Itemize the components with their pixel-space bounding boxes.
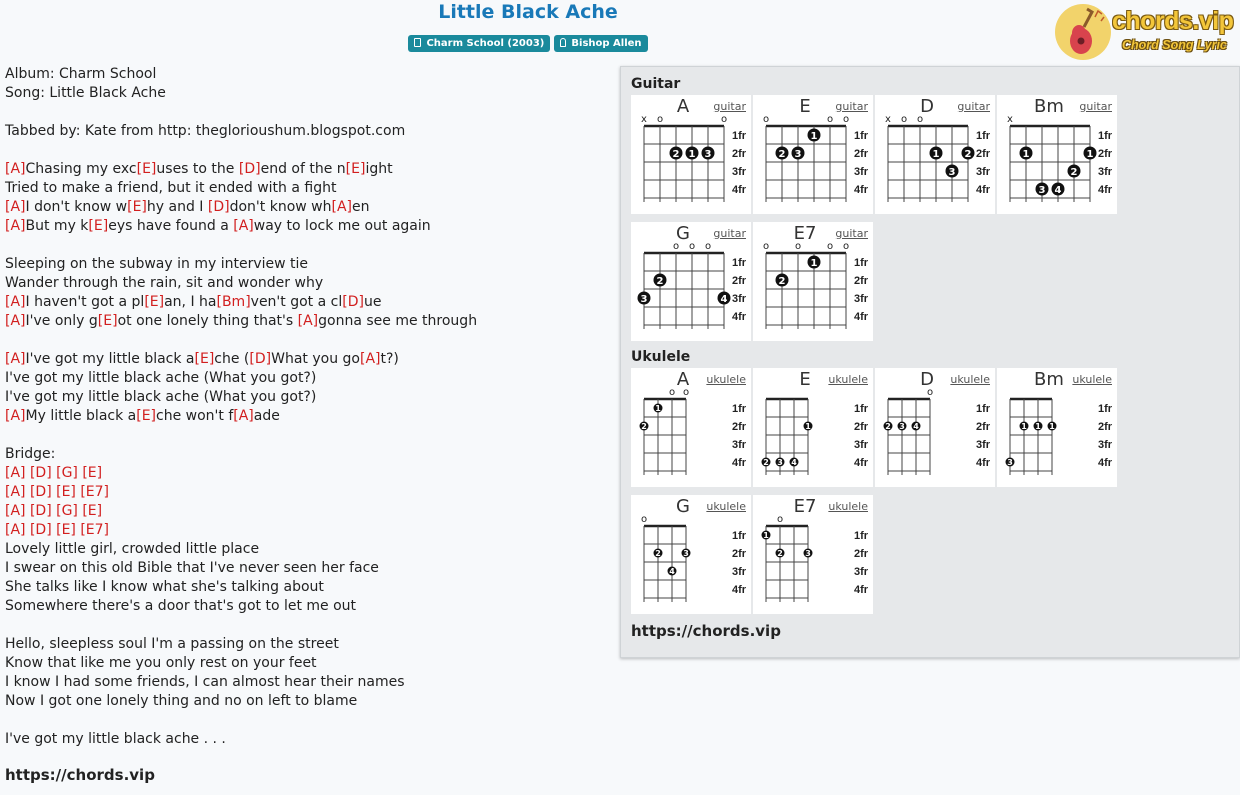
chord-marker[interactable]: [E] (136, 408, 157, 424)
lyric-text: What you go (271, 351, 360, 367)
instrument-link[interactable]: guitar (713, 227, 746, 240)
artist-badge[interactable] (554, 35, 647, 52)
lyric-text: ight (365, 161, 393, 177)
lyric-line (5, 654, 605, 673)
fret-label: 2fr (976, 421, 991, 433)
lyric-line (5, 122, 605, 141)
finger-number: 3 (640, 293, 648, 305)
fret-label: 2fr (732, 421, 747, 433)
chord-name: A (676, 96, 690, 117)
open-string-marker: o (842, 114, 850, 125)
fret-label: 4fr (1098, 457, 1113, 469)
ukulele-chord-d[interactable] (875, 368, 995, 487)
chord-marker[interactable]: [A] [D] [G] [E] (5, 465, 103, 481)
finger-number: 1 (805, 422, 811, 431)
fret-label: 2fr (854, 148, 869, 160)
lyric-line (5, 274, 605, 293)
finger-number: 1 (1086, 148, 1094, 160)
finger-number: 3 (899, 422, 905, 431)
muted-string-marker: x (885, 114, 891, 125)
lyric-line (5, 369, 605, 388)
lyric-line (5, 673, 605, 692)
lyric-line (5, 217, 605, 236)
book-icon (414, 38, 421, 47)
open-string-marker: o (672, 241, 680, 252)
album-badge-label: Charm School (2003) (426, 38, 545, 49)
chord-name: E7 (793, 223, 817, 244)
fret-label: 1fr (1098, 403, 1113, 415)
chord-marker[interactable]: [E] (97, 313, 118, 329)
lyric-line (5, 236, 605, 255)
fret-label: 4fr (732, 457, 747, 469)
chord-marker[interactable]: [E] (345, 161, 366, 177)
guitar-logo-icon (1054, 3, 1112, 61)
fret-label: 2fr (1098, 421, 1113, 433)
open-string-marker: o (688, 241, 696, 252)
chord-marker[interactable]: [E] (88, 218, 109, 234)
muted-string-marker: x (641, 114, 647, 125)
fret-label: 1fr (1098, 130, 1113, 142)
artist-badge-label: Bishop Allen (571, 38, 642, 49)
fret-label: 2fr (854, 548, 869, 560)
fretboard-diagram (997, 368, 1117, 487)
lyric-text: che won't f (156, 408, 234, 424)
lyric-line (5, 103, 605, 122)
finger-number: 2 (656, 275, 664, 287)
fret-label: 3fr (854, 293, 869, 305)
lyric-text: Lovely little girl, crowded little place (5, 541, 260, 557)
finger-number: 2 (655, 549, 661, 558)
fret-label: 2fr (1098, 148, 1113, 160)
lyric-text: I haven't got a pl (25, 294, 145, 310)
lyric-line (5, 312, 605, 331)
finger-number: 1 (932, 148, 940, 160)
chord-marker[interactable]: [A] (233, 408, 254, 424)
fretboard-diagram (631, 222, 751, 341)
open-string-marker: o (776, 514, 784, 525)
lyric-line (5, 65, 605, 84)
finger-number: 3 (805, 549, 811, 558)
fret-label: 1fr (732, 257, 747, 269)
chord-marker[interactable]: [A] (5, 218, 26, 234)
instrument-link[interactable]: ukulele (706, 373, 746, 386)
lyric-text: don't know wh (229, 199, 332, 215)
lyric-line (5, 388, 605, 407)
finger-number: 4 (791, 458, 797, 467)
lyric-text: t?) (380, 351, 399, 367)
lyric-text: Album: Charm School (5, 66, 157, 82)
fret-label: 4fr (854, 584, 869, 596)
chord-name: Bm (1034, 96, 1064, 117)
logo-text: chords.vip (1112, 7, 1234, 35)
fret-label: 1fr (854, 257, 869, 269)
lyric-text: Song: Little Black Ache (5, 85, 166, 101)
fret-label: 3fr (854, 566, 869, 578)
lyric-text: Somewhere there's a door that's got to let me out (5, 598, 357, 614)
lyric-text: She talks like I know what she's talking about (5, 579, 324, 595)
finger-number: 2 (778, 275, 786, 287)
guitar-chord-g[interactable] (631, 222, 751, 341)
fret-label: 4fr (732, 311, 747, 323)
fret-label: 1fr (732, 530, 747, 542)
lyric-text: end of the n (260, 161, 346, 177)
open-string-marker: o (762, 241, 770, 252)
lyric-line (5, 350, 605, 369)
fret-label: 3fr (1098, 166, 1113, 178)
finger-number: 3 (1007, 458, 1013, 467)
fret-label: 1fr (976, 403, 991, 415)
open-string-marker: o (656, 114, 664, 125)
chord-marker[interactable]: [D] (238, 161, 261, 177)
open-string-marker: o (668, 387, 676, 398)
finger-number: 4 (720, 293, 728, 305)
chord-marker[interactable]: [A] (5, 408, 26, 424)
album-badge[interactable] (408, 35, 550, 52)
chord-marker[interactable]: [A] (5, 199, 26, 215)
lyric-line (5, 426, 605, 445)
lyric-line (5, 711, 605, 730)
song-badges (0, 35, 1056, 52)
instrument-link[interactable]: guitar (957, 100, 990, 113)
finger-number: 3 (794, 148, 802, 160)
chord-marker[interactable]: [D] (342, 294, 364, 310)
chord-marker[interactable]: [A] (5, 351, 26, 367)
fret-label: 1fr (732, 403, 747, 415)
open-string-marker: o (720, 114, 728, 125)
lyric-line (5, 616, 605, 635)
chord-diagram-panel (620, 66, 1240, 658)
fret-label: 1fr (976, 130, 991, 142)
lyric-text: I've got my little black ache (What you got?) (5, 389, 317, 405)
finger-number: 1 (810, 257, 818, 269)
lyric-text: ue (363, 294, 382, 310)
lyric-text: hy and I (146, 199, 208, 215)
lyric-line (5, 160, 605, 179)
site-logo[interactable] (1054, 3, 1234, 61)
fret-label: 2fr (732, 148, 747, 160)
instrument-link[interactable]: ukulele (828, 373, 868, 386)
open-string-marker: o (826, 114, 834, 125)
fret-label: 4fr (1098, 184, 1113, 196)
lyric-text: ade (253, 408, 280, 424)
instrument-link[interactable]: guitar (713, 100, 746, 113)
chord-name: G (676, 496, 690, 517)
fret-label: 1fr (854, 130, 869, 142)
chord-marker[interactable]: [A] (360, 351, 381, 367)
lyric-text: Now I got one lonely thing and no on left to blame (5, 693, 358, 709)
fret-label: 4fr (732, 184, 747, 196)
instrument-link[interactable]: ukulele (1072, 373, 1112, 386)
lyric-line (5, 331, 605, 350)
chord-marker[interactable]: [A] (5, 313, 26, 329)
ukulele-chord-e[interactable] (753, 368, 873, 487)
fret-label: 2fr (732, 548, 747, 560)
finger-number: 4 (669, 567, 675, 576)
open-string-marker: o (826, 241, 834, 252)
fret-label: 2fr (854, 421, 869, 433)
guitar-chord-a[interactable] (631, 95, 751, 214)
guitar-chord-bm[interactable] (997, 95, 1117, 214)
instrument-link[interactable]: ukulele (950, 373, 990, 386)
fretboard-diagram (753, 95, 873, 214)
lyric-line (5, 141, 605, 160)
fretboard-diagram (753, 222, 873, 341)
lyric-line (5, 540, 605, 559)
lyric-line (5, 730, 605, 749)
fret-label: 4fr (854, 311, 869, 323)
fret-label: 3fr (732, 293, 747, 305)
lyric-line (5, 293, 605, 312)
logo-subtitle: Chord Song Lyric (1122, 38, 1227, 52)
ukulele-chord-a[interactable] (631, 368, 751, 487)
lyric-line (5, 84, 605, 103)
instrument-link[interactable]: guitar (835, 227, 868, 240)
fret-label: 1fr (854, 403, 869, 415)
lyric-line (5, 502, 605, 521)
lyric-text: Hello, sleepless soul I'm a passing on the street (5, 636, 339, 652)
lyric-text: I don't know w (25, 199, 128, 215)
finger-number: 1 (1035, 422, 1041, 431)
chord-marker[interactable]: [E] (127, 199, 147, 215)
lyric-text: gonna see me through (318, 313, 478, 329)
fretboard-diagram (875, 95, 995, 214)
chord-marker[interactable]: [E] (144, 294, 165, 310)
lyric-line (5, 255, 605, 274)
finger-number: 1 (655, 404, 661, 413)
fret-label: 2fr (854, 275, 869, 287)
open-string-marker: o (640, 514, 648, 525)
lyric-text: eys have found a (108, 218, 234, 234)
guitar-section-title: Guitar (631, 76, 681, 92)
finger-number: 3 (1038, 184, 1046, 196)
lyric-line (5, 445, 605, 464)
open-string-marker: o (926, 387, 934, 398)
chord-marker[interactable]: [D] (207, 199, 230, 215)
panel-site-link[interactable]: https://chords.vip (631, 622, 781, 640)
lyric-line (5, 198, 605, 217)
finger-number: 1 (810, 130, 818, 142)
finger-number: 2 (778, 148, 786, 160)
ukulele-section-title: Ukulele (631, 349, 691, 365)
instrument-link[interactable]: guitar (835, 100, 868, 113)
chord-name: E (799, 96, 811, 117)
chord-name: D (920, 96, 934, 117)
open-string-marker: o (916, 114, 924, 125)
chord-marker[interactable]: [D] (249, 351, 272, 367)
finger-number: 1 (1021, 422, 1027, 431)
lyric-line (5, 407, 605, 426)
finger-number: 1 (1022, 148, 1030, 160)
fret-label: 2fr (976, 148, 991, 160)
fret-label: 4fr (854, 457, 869, 469)
lyric-text: I've got my little black a (25, 351, 195, 367)
finger-number: 3 (704, 148, 712, 160)
chord-name: Bm (1034, 369, 1064, 390)
lyric-text: Wander through the rain, sit and wonder why (5, 275, 324, 291)
instrument-link[interactable]: ukulele (828, 500, 868, 513)
lyric-text: ven't got a cl (250, 294, 343, 310)
finger-number: 1 (688, 148, 696, 160)
ukulele-chord-e7[interactable] (753, 495, 873, 614)
page-header (0, 0, 1240, 62)
lyric-text: che ( (214, 351, 250, 367)
finger-number: 1 (763, 531, 769, 540)
lyric-line (5, 578, 605, 597)
finger-number: 2 (777, 549, 783, 558)
chord-marker[interactable]: [E] (136, 161, 157, 177)
fret-label: 4fr (854, 184, 869, 196)
lyric-line (5, 559, 605, 578)
fret-label: 3fr (732, 566, 747, 578)
fretboard-diagram (631, 368, 751, 487)
chord-name: E7 (793, 496, 817, 517)
site-link[interactable]: https://chords.vip (5, 766, 155, 784)
fretboard-diagram (631, 95, 751, 214)
lyric-text: I've only g (25, 313, 98, 329)
lyric-text: Know that like me you only rest on your feet (5, 655, 317, 671)
finger-number: 3 (683, 549, 689, 558)
finger-number: 2 (1070, 166, 1078, 178)
chord-marker[interactable]: [A] [D] [E] [E7] (5, 484, 110, 500)
chord-marker[interactable]: [A] (233, 218, 254, 234)
instrument-link[interactable]: ukulele (706, 500, 746, 513)
lyric-text: Tried to make a friend, but it ended with a fight (5, 180, 337, 196)
chord-name: D (920, 369, 934, 390)
fret-label: 3fr (732, 166, 747, 178)
lyric-text: an, I ha (164, 294, 217, 310)
chord-marker[interactable]: [A] [D] [E] [E7] (5, 522, 110, 538)
user-icon (560, 38, 566, 47)
fretboard-diagram (631, 495, 751, 614)
chord-name: E (799, 369, 811, 390)
lyric-text: But my k (25, 218, 89, 234)
lyric-text: Chasing my exc (25, 161, 137, 177)
fret-label: 2fr (732, 275, 747, 287)
guitar-chord-d[interactable] (875, 95, 995, 214)
lyric-text: I've got my little black ache (What you got?) (5, 370, 317, 386)
ukulele-chord-bm[interactable] (997, 368, 1117, 487)
fret-label: 3fr (732, 439, 747, 451)
muted-string-marker: x (1007, 114, 1013, 125)
fret-label: 4fr (976, 184, 991, 196)
lyric-line (5, 597, 605, 616)
finger-number: 4 (913, 422, 919, 431)
finger-number: 2 (964, 148, 972, 160)
instrument-link[interactable]: guitar (1079, 100, 1112, 113)
lyric-line (5, 483, 605, 502)
fret-label: 3fr (854, 439, 869, 451)
chord-marker[interactable]: [A] (331, 199, 352, 215)
lyric-text: ot one lonely thing that's (117, 313, 298, 329)
lyric-text: I've got my little black ache . . . (5, 731, 226, 747)
lyrics-body (5, 65, 605, 749)
open-string-marker: o (762, 114, 770, 125)
chord-marker[interactable]: [Bm] (216, 294, 251, 310)
chord-marker[interactable]: [A] (5, 161, 26, 177)
fretboard-diagram (997, 95, 1117, 214)
finger-number: 2 (763, 458, 769, 467)
lyric-text: en (352, 199, 370, 215)
lyric-line (5, 635, 605, 654)
fret-label: 4fr (976, 457, 991, 469)
open-string-marker: o (682, 387, 690, 398)
finger-number: 3 (948, 166, 956, 178)
chord-marker[interactable]: [A] (297, 313, 319, 329)
finger-number: 2 (885, 422, 891, 431)
lyric-text: I know I had some friends, I can almost hear their names (5, 674, 405, 690)
fret-label: 3fr (976, 166, 991, 178)
lyric-text: way to lock me out again (253, 218, 431, 234)
lyric-text: I swear on this old Bible that I've never seen her face (5, 560, 379, 576)
lyric-text: Sleeping on the subway in my interview tie (5, 256, 309, 272)
guitar-chord-e7[interactable] (753, 222, 873, 341)
fretboard-diagram (875, 368, 995, 487)
open-string-marker: o (900, 114, 908, 125)
song-title: Little Black Ache (438, 1, 618, 23)
chord-marker[interactable]: [A] [D] [G] [E] (5, 503, 103, 519)
fretboard-diagram (753, 368, 873, 487)
finger-number: 2 (641, 422, 647, 431)
finger-number: 3 (777, 458, 783, 467)
finger-number: 2 (672, 148, 680, 160)
chord-marker[interactable]: [E] (194, 351, 215, 367)
chord-name: G (676, 223, 690, 244)
open-string-marker: o (704, 241, 712, 252)
lyric-line (5, 692, 605, 711)
chord-name: A (676, 369, 690, 390)
lyric-text: Bridge: (5, 446, 56, 462)
fret-label: 3fr (854, 166, 869, 178)
fret-label: 4fr (732, 584, 747, 596)
lyric-line (5, 179, 605, 198)
lyric-line (5, 464, 605, 483)
lyric-text: Tabbed by: Kate from http: theglorioushum.blogspot.com (5, 123, 406, 139)
ukulele-chord-g[interactable] (631, 495, 751, 614)
finger-number: 4 (1054, 184, 1062, 196)
fret-label: 1fr (854, 530, 869, 542)
lyric-text: uses to the (156, 161, 239, 177)
fretboard-diagram (753, 495, 873, 614)
guitar-chord-e[interactable] (753, 95, 873, 214)
open-string-marker: o (794, 241, 802, 252)
chord-marker[interactable]: [A] (5, 294, 26, 310)
open-string-marker: o (842, 241, 850, 252)
fret-label: 3fr (1098, 439, 1113, 451)
fret-label: 3fr (976, 439, 991, 451)
fret-label: 1fr (732, 130, 747, 142)
finger-number: 1 (1049, 422, 1055, 431)
lyric-text: My little black a (25, 408, 137, 424)
lyric-line (5, 521, 605, 540)
